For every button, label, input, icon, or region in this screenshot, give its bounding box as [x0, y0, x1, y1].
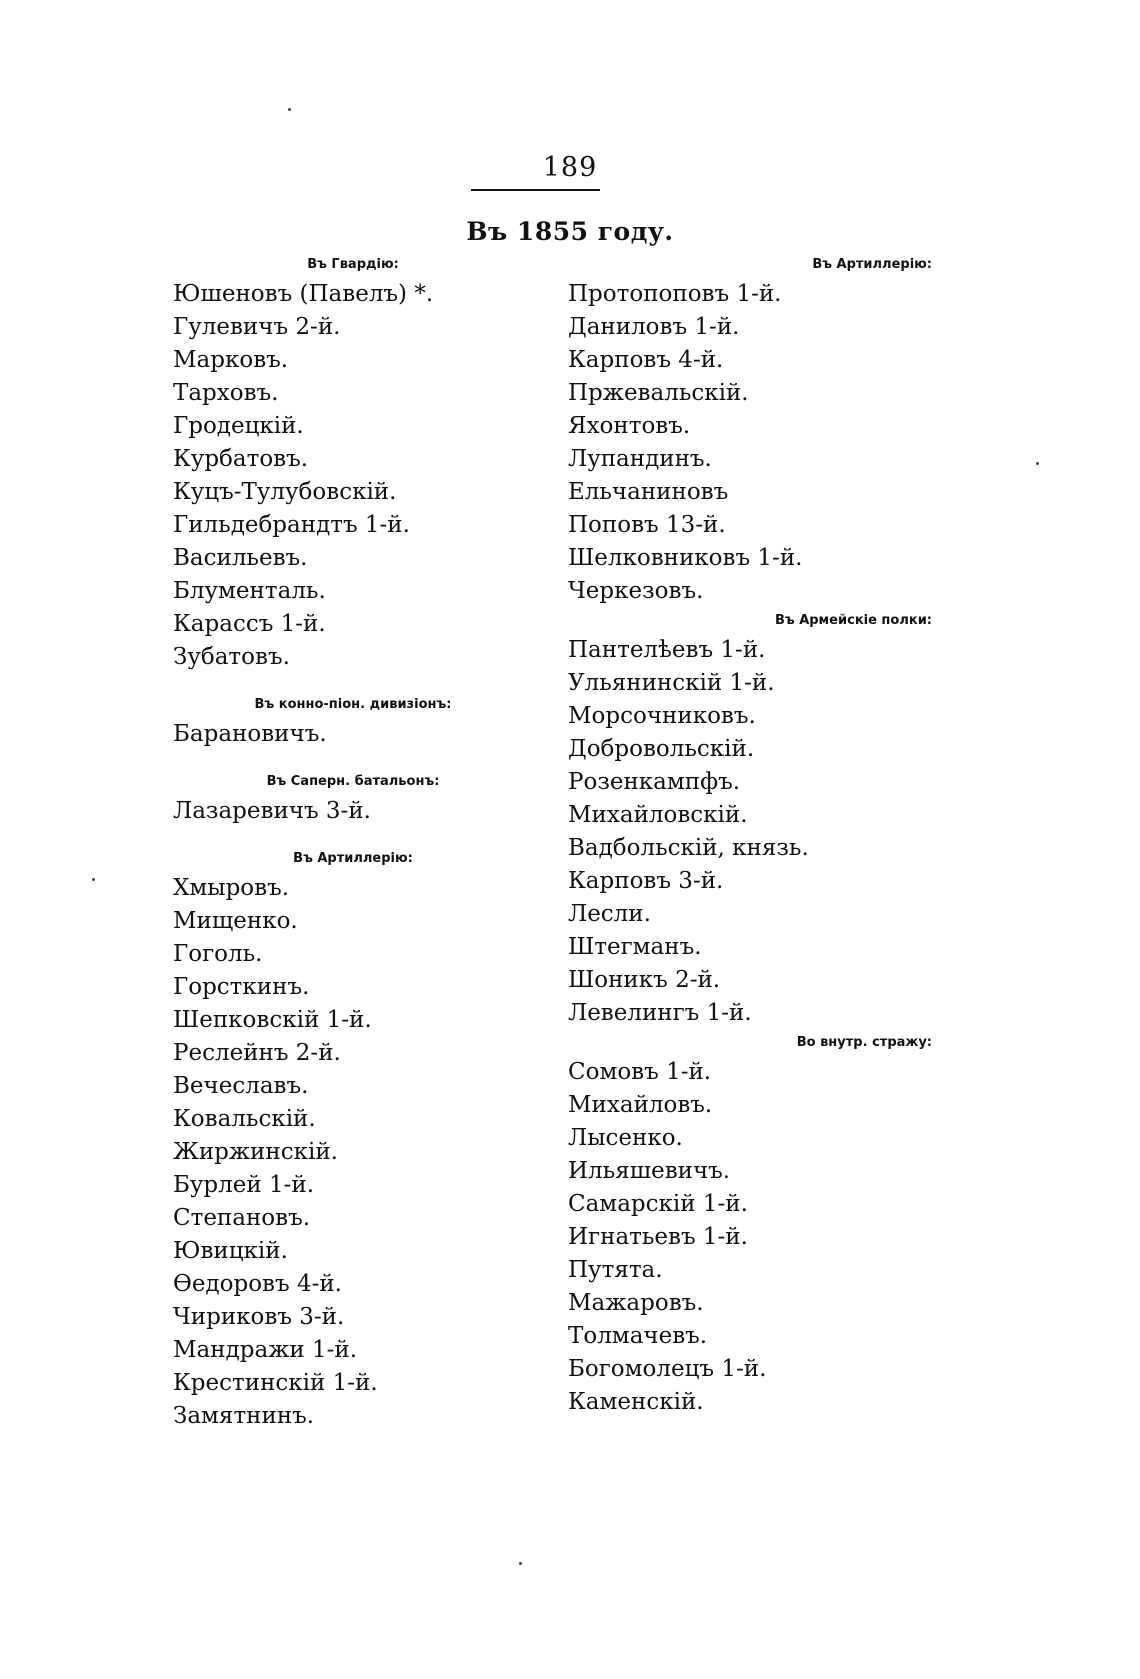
section-heading-guard: Въ Гвардію:: [307, 257, 399, 272]
list-item: Игнатьевъ 1-й.: [568, 1224, 748, 1250]
list-item: Михайловскій.: [568, 802, 748, 828]
list-item: Мищенко.: [173, 908, 298, 934]
list-item: Курбатовъ.: [173, 446, 309, 472]
list-item: Морсочниковъ.: [568, 703, 756, 729]
right-column: [568, 252, 938, 1419]
list-item: Чириковъ 3-й.: [173, 1304, 345, 1330]
list-item: Гильдебрандтъ 1-й.: [173, 512, 410, 538]
list-item: Жиржинскій.: [173, 1139, 338, 1165]
list-item: Зубатовъ.: [173, 644, 290, 670]
list-item: Самарскій 1-й.: [568, 1191, 748, 1217]
list-item: Мандражи 1-й.: [173, 1337, 358, 1363]
list-item: Лесли.: [568, 901, 651, 927]
page-number-rule: [471, 189, 600, 191]
list-item: Бурлей 1-й.: [173, 1172, 315, 1198]
list-item: Пантелѣевъ 1-й.: [568, 637, 766, 663]
list-item: Лупандинъ.: [568, 446, 712, 472]
list-item: Розенкампфъ.: [568, 769, 741, 795]
section-heading-sapper-battalion: Въ Саперн. батальонъ:: [266, 774, 440, 789]
list-item: Богомолецъ 1-й.: [568, 1356, 767, 1382]
list-item: Добровольскій.: [568, 736, 755, 762]
list-item: Путята.: [568, 1257, 663, 1283]
left-column: [173, 252, 543, 1433]
scan-speck: [288, 108, 291, 111]
list-item: Васильевъ.: [173, 545, 308, 571]
list-item: Левелингъ 1-й.: [568, 1000, 752, 1026]
list-item: Пржевальскій.: [568, 380, 749, 406]
scan-speck: [519, 1562, 522, 1565]
section-heading-internal-guard: Во внутр. стражу:: [796, 1035, 932, 1050]
list-item: Марковъ.: [173, 347, 289, 373]
section-heading-artillery: Въ Артиллерію:: [812, 257, 932, 272]
list-item: Даниловъ 1-й.: [568, 314, 740, 340]
list-item: Шоникъ 2-й.: [568, 967, 721, 993]
list-item: Хмыровъ.: [173, 875, 290, 901]
list-item: Ульянинскій 1-й.: [568, 670, 775, 696]
list-item: Замятнинъ.: [173, 1403, 315, 1429]
list-item: Ельчаниновъ: [568, 479, 729, 505]
list-item: Сомовъ 1-й.: [568, 1059, 712, 1085]
list-item: Лысенко.: [568, 1125, 683, 1151]
list-item: Мажаровъ.: [568, 1290, 704, 1316]
list-item: Лазаревичъ 3-й.: [173, 798, 371, 824]
list-item: Карповъ 4-й.: [568, 347, 724, 373]
list-item: Ювицкій.: [173, 1238, 288, 1264]
list-item: Юшеновъ (Павелъ) *.: [173, 281, 434, 307]
list-item: Карповъ 3-й.: [568, 868, 724, 894]
list-item: Яхонтовъ.: [568, 413, 691, 439]
list-item: Толмачевъ.: [568, 1323, 708, 1349]
list-item: Тарховъ.: [173, 380, 279, 406]
list-item: Поповъ 13-й.: [568, 512, 726, 538]
list-item: Гродецкій.: [173, 413, 304, 439]
list-item: Протопоповъ 1-й.: [568, 281, 782, 307]
list-item: Вадбольскій, князь.: [568, 835, 809, 861]
list-item: Барановичъ.: [173, 721, 327, 747]
list-item: Куцъ-Тулубовскій.: [173, 479, 397, 505]
list-item: Вечеславъ.: [173, 1073, 309, 1099]
list-item: Ѳедоровъ 4-й.: [173, 1271, 342, 1297]
list-item: Горсткинъ.: [173, 974, 310, 1000]
list-item: Гулевичъ 2-й.: [173, 314, 341, 340]
list-item: Шепковскій 1-й.: [173, 1007, 372, 1033]
section-gap: [173, 674, 543, 692]
list-item: Каменскій.: [568, 1389, 704, 1415]
list-item: Штегманъ.: [568, 934, 702, 960]
list-item: Степановъ.: [173, 1205, 311, 1231]
section-gap: [173, 828, 543, 846]
list-item: Карассъ 1-й.: [173, 611, 326, 637]
scan-speck: [1036, 462, 1039, 465]
scan-speck: [92, 878, 95, 881]
page-number: 189: [542, 152, 598, 183]
section-heading-pioneer-division: Въ конно-піон. дивизіонъ:: [254, 697, 452, 712]
list-item: Ильяшевичъ.: [568, 1158, 731, 1184]
year-title: Въ 1855 году.: [466, 217, 674, 246]
list-item: Черкезовъ.: [568, 578, 704, 604]
section-heading-artillery: Въ Артиллерію:: [293, 851, 413, 866]
list-item: Крестинскій 1-й.: [173, 1370, 378, 1396]
section-gap: [173, 751, 543, 769]
section-heading-army-regiments: Въ Армейскіе полки:: [774, 613, 932, 628]
list-item: Шелковниковъ 1-й.: [568, 545, 803, 571]
list-item: Ковальскій.: [173, 1106, 316, 1132]
list-item: Блументаль.: [173, 578, 326, 604]
list-item: Гоголь.: [173, 941, 263, 967]
list-item: Реслейнъ 2-й.: [173, 1040, 341, 1066]
list-item: Михайловъ.: [568, 1092, 713, 1118]
